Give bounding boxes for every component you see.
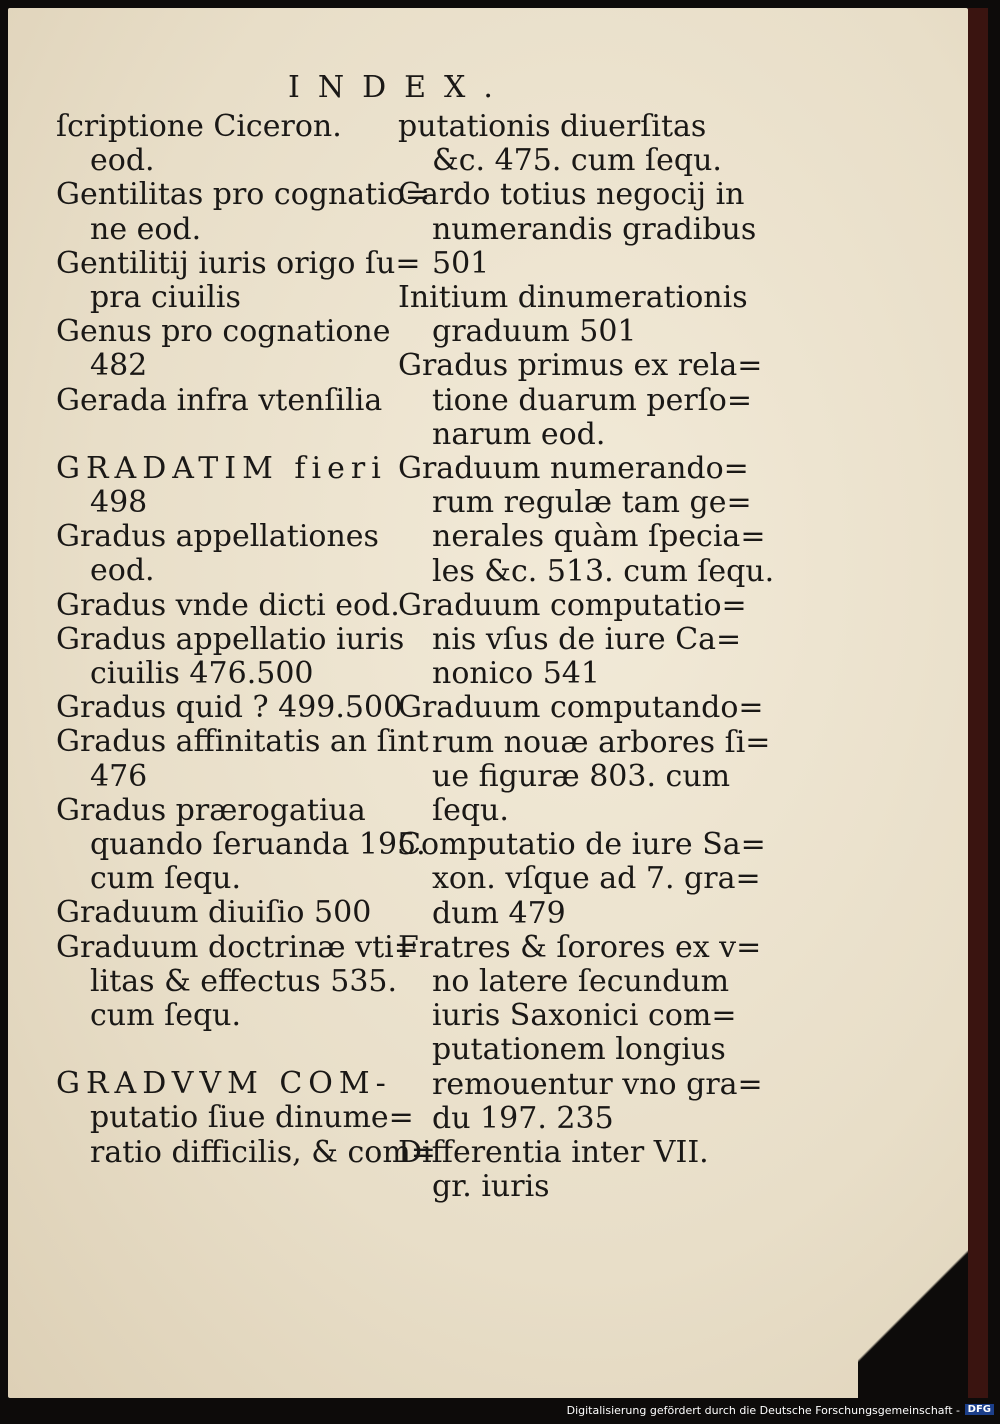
index-entry [56, 452, 386, 520]
index-entry-line: Graduum doctrinæ vti= [56, 929, 419, 965]
index-entry [56, 621, 405, 692]
entry-gap [56, 418, 386, 452]
index-entry [56, 520, 386, 588]
index-entry [398, 348, 763, 452]
index-entry-line: ſcriptione Ciceron. [56, 109, 342, 144]
index-entry [398, 587, 747, 692]
index-entry [398, 280, 748, 350]
index-entry-line: nerales quàm ſpecia= [432, 519, 766, 555]
index-column-right [398, 109, 775, 1205]
index-entry-line: Gradus primus ex rela= [398, 348, 763, 384]
index-entry [56, 587, 400, 623]
index-entry-line: &c. 475. cum ſequ. [432, 143, 722, 179]
index-entry-line: rum nouæ arbores ſi= [432, 724, 771, 760]
index-entry-line: Graduum computando= [398, 690, 764, 726]
index-entry-line: ſequ. [432, 793, 509, 829]
index-entry-line: Gentilitas pro cognatio= [56, 177, 431, 213]
index-entry-line: iuris Saxonici com= [432, 998, 737, 1034]
index-entry-line: pra ciuilis [90, 280, 241, 316]
index-entry [56, 929, 419, 1034]
index-entry-line: dum 479 [432, 895, 566, 931]
index-entry [56, 314, 391, 384]
index-entry-line: Gradus quid ? 499.500 [56, 690, 403, 726]
index-entry-line: GRADATIM fieri [56, 450, 387, 486]
index-entry [398, 1136, 728, 1204]
index-entry-line: litas & effectus 535. [90, 963, 398, 999]
index-entry [398, 690, 771, 829]
index-entry-line: 498 [90, 485, 148, 521]
index-entry-line: xon. vſque ad 7. gra= [432, 861, 761, 897]
index-entry-line: Gerada infra vtenſilia [56, 382, 383, 418]
page-header: INDEX. [288, 70, 511, 105]
entry-gap [56, 1033, 386, 1067]
index-entry-line: Genus pro cognatione [56, 314, 391, 350]
index-entry-line: rum regulæ tam ge= [432, 485, 752, 521]
index-entry-line: Gradus appellatio iuris [56, 621, 405, 657]
index-entry [398, 929, 763, 1136]
index-entry-line: numerandis gradibus [432, 211, 757, 247]
index-entry-line: Gradus appellationes [56, 519, 379, 555]
index-entry [398, 110, 728, 178]
index-entry-line: 482 [90, 348, 148, 384]
index-entry-line: Graduum computatio= [398, 587, 747, 623]
index-entry-line: eod. [90, 553, 155, 589]
index-entry-line: putationis diuerſitas [398, 109, 707, 144]
index-entry [56, 896, 386, 930]
index-entry-line: Graduum numerando= [398, 451, 749, 487]
index-entry-line: remouentur vno gra= [432, 1066, 763, 1102]
index-entry [56, 690, 403, 726]
index-entry [56, 384, 386, 418]
index-entry-line: Computatio de iure Sa= [398, 827, 766, 863]
book-spine-edge [968, 8, 988, 1398]
index-entry [56, 177, 431, 247]
index-entry-line: ciuilis 476.500 [90, 656, 314, 692]
index-entry-line: les &c. 513. cum ſequ. [432, 553, 775, 589]
footer-bar [0, 1400, 1000, 1424]
index-entry [398, 451, 775, 589]
index-entry-line: narum eod. [432, 416, 606, 452]
index-entry-line: Gradus affinitatis an ſint [56, 724, 429, 760]
index-entry [56, 724, 429, 794]
index-entry-line: Fratres & ſorores ex v= [398, 929, 762, 965]
index-entry-line: ue figuræ 803. cum [432, 758, 731, 794]
index-entry [56, 1066, 436, 1170]
index-entry-line: eod. [90, 143, 155, 179]
index-entry-line: GRADVVM COM- [56, 1066, 392, 1102]
index-entry-line: du 197. 235 [432, 1100, 614, 1136]
index-entry-line: Graduum diuiſio 500 [56, 895, 372, 931]
index-entry [56, 110, 386, 178]
dfg-logo: DFG [965, 1404, 994, 1415]
index-entry-line: Gentilitij iuris origo ſu= [56, 245, 421, 281]
index-entry-line: Differentia inter VII. [398, 1135, 709, 1171]
index-entry-line: ratio difficilis, & com= [90, 1134, 436, 1170]
index-entry-line: Cardo totius negocij in [398, 177, 745, 213]
index-entry-line: tione duarum perſo= [432, 382, 752, 418]
index-entry-line: quando ſeruanda 195. [90, 827, 426, 863]
index-entry-line: ne eod. [90, 211, 202, 247]
index-entry-line: putatio ſiue dinume= [90, 1100, 414, 1136]
index-entry-line: 501 [432, 245, 490, 281]
index-entry-line: 476 [90, 758, 148, 794]
index-entry-line: Gradus prærogatiua [56, 792, 366, 828]
index-entry-line: cum ſequ. [90, 998, 242, 1034]
index-entry-line: putationem longius [432, 1032, 726, 1068]
index-entry-line: Initium dinumerationis [398, 280, 748, 316]
index-entry [398, 827, 766, 931]
index-entry [56, 792, 426, 897]
index-entry-line: cum ſequ. [90, 861, 242, 897]
index-entry [56, 245, 421, 316]
index-entry-line: nis vſus de iure Ca= [432, 622, 742, 658]
book-page [8, 8, 968, 1398]
index-entry [398, 177, 757, 281]
index-entry-line: Gradus vnde dicti eod. [56, 587, 400, 623]
footer-credit: Digitalisierung gefördert durch die Deutsche Forschungsgemeinschaft - [566, 1404, 960, 1417]
index-entry-line: nonico 541 [432, 656, 600, 692]
index-entry-line: no latere ſecundum [432, 964, 730, 1000]
index-entry-line: graduum 501 [432, 314, 637, 350]
index-entry-line: gr. iuris [432, 1169, 550, 1205]
index-column-left [56, 109, 436, 1170]
